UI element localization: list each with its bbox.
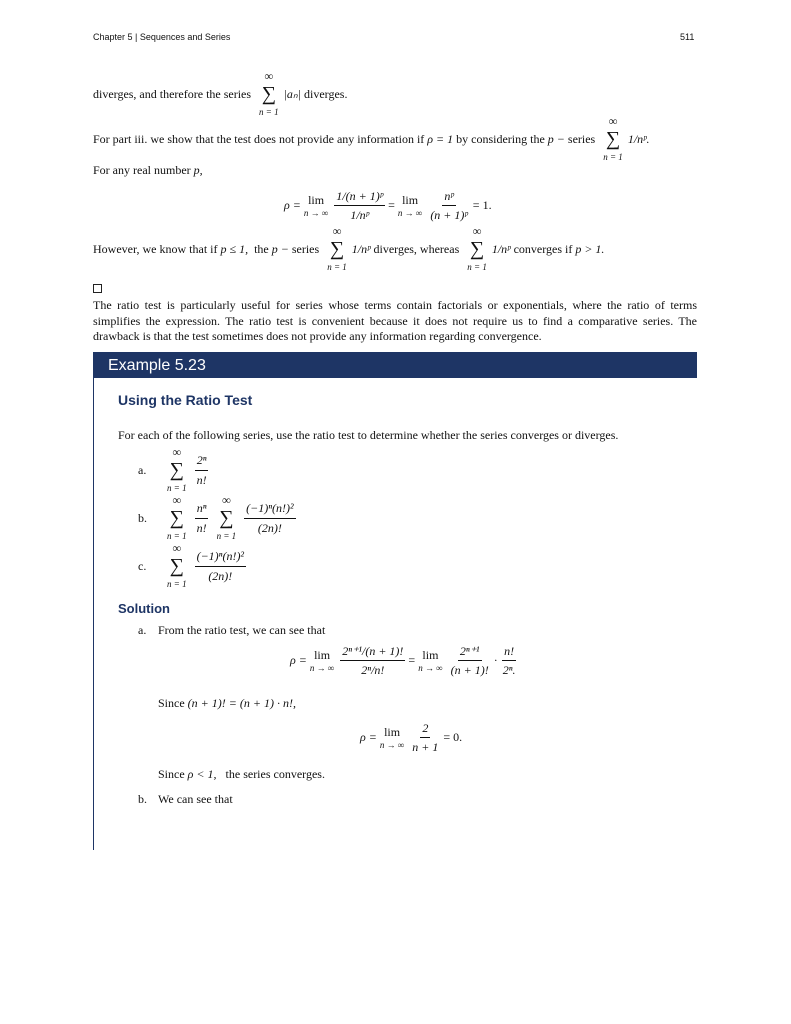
lim-word: lim [308, 192, 325, 207]
math-term: 1/nᵖ [351, 241, 371, 256]
text-line [93, 163, 203, 177]
text: series [564, 131, 599, 146]
fraction [340, 643, 405, 678]
item-label: a. [138, 623, 147, 637]
numerator: n! [502, 643, 516, 661]
sum-lower: n = 1 [327, 262, 347, 272]
math-term: p > 1. [575, 241, 605, 256]
text: From the ratio test, we can see that [158, 623, 326, 637]
numerator: 1/(n + 1)ᵖ [334, 188, 385, 206]
math-term: ρ = [360, 730, 377, 745]
math-term: 1/nᵖ [491, 241, 511, 256]
math-term: = 0. [443, 730, 463, 745]
example-title: Using the Ratio Test [118, 392, 253, 408]
math-term: p ≤ 1, [220, 241, 249, 256]
limit [380, 725, 404, 751]
example-label: Example 5.23 [108, 357, 206, 374]
limit [304, 193, 328, 219]
summation [217, 494, 237, 542]
numerator: nⁿ [195, 500, 209, 518]
text: For part iii. we show that the test does not provide any information if [93, 131, 428, 146]
lim-sub: n → ∞ [379, 739, 405, 750]
sum-lower: n = 1 [167, 483, 187, 493]
text: the [248, 241, 272, 256]
text-line [93, 70, 347, 118]
text-line [93, 225, 604, 273]
numerator: 2 [420, 720, 430, 738]
text: For any real number [93, 163, 194, 177]
summation [167, 446, 187, 494]
fraction [410, 720, 440, 755]
item-label: c. [138, 558, 147, 573]
math-term: (n + 1)! = (n + 1) · n!, [187, 696, 296, 710]
list-item [138, 446, 212, 494]
fraction [334, 188, 385, 223]
math-term: ρ = [284, 198, 301, 213]
page-number: 511 [680, 32, 695, 42]
math-term: |aₙ| [283, 86, 302, 101]
fraction [244, 500, 295, 535]
solution-b [138, 792, 233, 806]
ratio-test-paragraph: The ratio test is particularly useful for series whose terms contain factorials or exponentials, where the ratio of terms simplifies the expression. The ratio test is convenient because it does not require us to find a comparative series. The drawback is that the test sometimes does not provide any information regarding convergence. [93, 298, 697, 343]
item-label: b. [138, 792, 147, 806]
sum-upper: ∞ [608, 114, 618, 128]
numerator: (−1)ⁿ(n!)² [195, 548, 246, 566]
sum-upper: ∞ [172, 493, 182, 507]
summation [467, 225, 487, 273]
lim-sub: n → ∞ [418, 662, 443, 673]
summation [259, 70, 279, 118]
qed-square-icon [93, 284, 102, 293]
text: by considering the [453, 131, 548, 146]
text-line [158, 696, 296, 710]
solution-heading: Solution [118, 601, 170, 616]
limit [310, 648, 334, 674]
sigma-symbol: ∑ [261, 83, 276, 105]
text: We can see that [158, 792, 233, 806]
lim-word: lim [314, 647, 331, 662]
limit [418, 648, 442, 674]
math-term: p − [547, 131, 565, 146]
item-label: b. [138, 510, 147, 525]
denominator: n! [196, 472, 207, 487]
denominator: (2n)! [257, 520, 282, 535]
numerator: nᵖ [442, 188, 455, 206]
equation [360, 720, 462, 755]
sigma-symbol: ∑ [605, 128, 621, 150]
text: series [288, 241, 323, 256]
list-item [138, 542, 249, 590]
equals: = [388, 198, 395, 213]
equation [284, 188, 492, 223]
denominator: (2n)! [208, 568, 233, 583]
text: diverges, and therefore the series [93, 86, 255, 101]
dot-operator: · [493, 653, 498, 668]
text: diverges, whereas [370, 241, 463, 256]
sum-lower: n = 1 [216, 531, 237, 541]
example-left-border [93, 378, 94, 850]
text-line [158, 767, 325, 781]
sum-upper: ∞ [222, 493, 231, 507]
list-item [138, 494, 299, 542]
sigma-symbol: ∑ [469, 238, 485, 260]
sum-lower: n = 1 [167, 579, 187, 589]
solution-a [138, 623, 325, 637]
sum-upper: ∞ [332, 224, 342, 238]
example-header-bar [93, 352, 697, 378]
denominator: 2ⁿ. [502, 663, 516, 678]
sum-upper: ∞ [264, 69, 274, 83]
sigma-symbol: ∑ [169, 507, 184, 529]
equals: = [408, 653, 416, 668]
lim-word: lim [422, 647, 439, 662]
math-term: 1/nᵖ. [627, 131, 650, 146]
numerator: (−1)ⁿ(n!)² [244, 500, 295, 518]
item-label: a. [138, 462, 147, 477]
chapter-header: Chapter 5 | Sequences and Series [93, 32, 231, 42]
sum-lower: n = 1 [167, 531, 187, 541]
lim-sub: n → ∞ [303, 207, 329, 218]
lim-sub: n → ∞ [397, 207, 423, 218]
sigma-symbol: ∑ [169, 459, 184, 481]
denominator: (n + 1)! [450, 663, 489, 678]
denominator: n! [196, 520, 207, 535]
denominator: 1/nᵖ [350, 208, 370, 223]
math-term: = 1. [472, 198, 492, 213]
text-line [93, 115, 650, 163]
sum-upper: ∞ [172, 445, 182, 459]
sum-upper: ∞ [472, 224, 482, 238]
example-intro: For each of the following series, use the ratio test to determine whether the series converges or diverges. [118, 428, 619, 442]
numerator: 2ⁿ⁺¹/(n + 1)! [340, 643, 405, 661]
lim-sub: n → ∞ [309, 662, 335, 673]
summation [327, 225, 347, 273]
sigma-symbol: ∑ [169, 555, 184, 577]
lim-word: lim [402, 192, 419, 207]
limit [398, 193, 422, 219]
math-term: ρ = [290, 653, 307, 668]
math-term: p − [271, 241, 289, 256]
sum-upper: ∞ [172, 541, 182, 555]
sum-lower: n = 1 [603, 152, 623, 162]
denominator: n + 1 [412, 740, 439, 755]
text: the series converges. [216, 767, 325, 781]
numerator: 2ⁿ⁺¹ [458, 643, 482, 661]
equation [290, 643, 521, 678]
text: diverges. [301, 86, 348, 101]
math-term: ρ < 1, [187, 767, 217, 781]
sum-lower: n = 1 [259, 107, 279, 117]
fraction [449, 643, 491, 678]
numerator: 2ⁿ [195, 452, 209, 470]
denominator: 2ⁿ/n! [361, 663, 385, 678]
sum-lower: n = 1 [467, 262, 487, 272]
denominator: (n + 1)ᵖ [430, 208, 468, 223]
math-term: ρ = 1 [427, 131, 454, 146]
lim-word: lim [384, 724, 401, 739]
text: However, we know that if [93, 241, 221, 256]
fraction [428, 188, 469, 223]
fraction [195, 548, 246, 583]
summation [167, 494, 187, 542]
summation [167, 542, 187, 590]
math-term: p, [193, 163, 203, 177]
sigma-symbol: ∑ [329, 238, 345, 260]
summation [603, 115, 623, 163]
fraction [195, 500, 209, 535]
text: converges if [510, 241, 576, 256]
text: Since [158, 696, 188, 710]
fraction [501, 643, 518, 678]
text: Since [158, 767, 188, 781]
fraction [195, 452, 209, 487]
sigma-symbol: ∑ [219, 507, 234, 529]
